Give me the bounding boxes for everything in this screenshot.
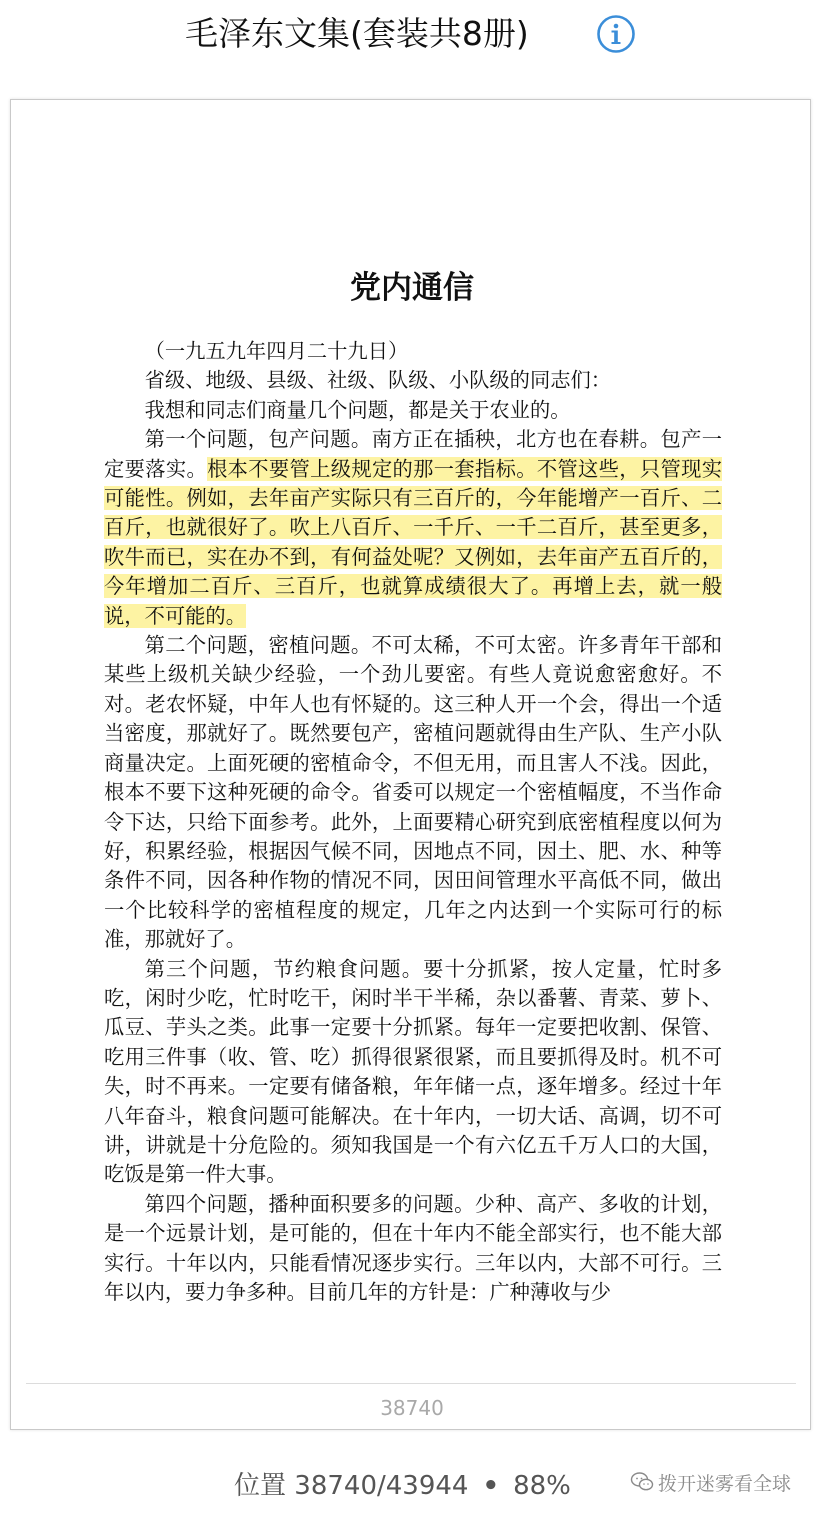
watermark-text: 拨开迷雾看全球 (658, 1472, 792, 1495)
paragraph-text: 第三个问题，节约粮食问题。要十分抓紧，按人定量，忙时多吃，闲时少吃，忙时吃干，闲时半干半稀，杂以番薯、青菜、萝卜、瓜豆、芋头之类。此事一定要十分抓紧。每年一定要把收割、保管、吃用三件事（收、管、吃）抓得很紧很紧，而且要抓得及时。机不可失，时不再来。一定要有储备粮，年年储一点，逐年增多。经过十年八年奋斗，粮食问题可能解决。在十年内，一切大话、高调，切不可讲，讲就是十分危险的。须知我国是一个有六亿五千万人口的大国，吃饭是第一件大事。 (104, 956, 722, 1187)
page-number: 38740 (380, 1396, 444, 1420)
highlighted-text[interactable]: 根本不要管上级规定的那一套指标。不管这些，只管现实可能性。例如，去年亩产实际只有三百斤的，今年能增产一百斤、二百斤，也就很好了。吹上八百斤、一千斤、一千二百斤，甚至更多，吹牛而已，实在办不到，有何益处呢？又例如，去年亩产五百斤的，今年增加二百斤、三百斤，也就算成绩很大了。再增上去，就一般说，不可能的。 (104, 456, 722, 628)
paragraph-text: 第一个问题，包产问题。南方正在插秧，北方也在春耕。包产一定要落实。 (104, 427, 722, 481)
chapter-body[interactable] (104, 337, 722, 1307)
info-button[interactable] (596, 14, 636, 54)
paragraph (104, 955, 722, 1190)
paragraph-text: 第二个问题，密植问题。不可太稀，不可太密。许多青年干部和某些上级机关缺少经验，一个劲儿要密。有些人竟说愈密愈好。不对。老农怀疑，中年人也有怀疑的。这三种人开一个会，得出一个适当密度，那就好了。既然要包产，密植问题就得由生产队、生产小队商量决定。上面死硬的密植命令，不但无用，而且害人不浅。因此，根本不要下这种死硬的命令。省委可以规定一个密植幅度，不当作命令下达，只给下面参考。此外，上面要精心研究到底密植程度以何为好，积累经验，根据因气候不同，因地点不同，因土、肥、水、种等条件不同，因各种作物的情况不同，因田间管理水平高低不同，做出一个比较科学的密植程度的规定，几年之内达到一个实际可行的标准，那就好了。 (104, 633, 722, 952)
header (0, 0, 824, 80)
paragraph-text: 第四个问题，播种面积要多的问题。少种、高产、多收的计划，是一个远景计划，是可能的，但在十年内不能全部实行，也不能大部实行。十年以内，只能看情况逐步实行。三年以内，大部不可行。三年以内，要力争多种。目前几年的方针是：广种薄收与少 (104, 1191, 722, 1304)
info-icon (596, 14, 636, 54)
paragraph (104, 396, 722, 425)
wechat-icon (630, 1471, 654, 1493)
paragraph (104, 337, 722, 366)
location-value: 38740/43944 (294, 1471, 469, 1501)
paragraph (104, 366, 722, 395)
paragraph-text: 我想和同志们商量几个问题，都是关于农业的。 (144, 397, 571, 422)
paragraph (104, 1190, 722, 1308)
paragraph-text: （一九五九年四月二十九日） (144, 339, 409, 363)
paragraph (104, 425, 722, 631)
progress-percent: 88% (513, 1471, 571, 1501)
chapter-title: 党内通信 (350, 270, 474, 306)
watermark (630, 1466, 791, 1498)
book-title: 毛泽东文集(套装共8册) (185, 14, 529, 53)
paragraph-text: 省级、地级、县级、社级、队级、小队级的同志们： (144, 368, 612, 393)
status-separator: • (482, 1471, 500, 1501)
location-label: 位置 (234, 1471, 287, 1501)
page-divider (26, 1383, 796, 1384)
paragraph (104, 631, 722, 954)
reading-progress-status (234, 1467, 571, 1505)
